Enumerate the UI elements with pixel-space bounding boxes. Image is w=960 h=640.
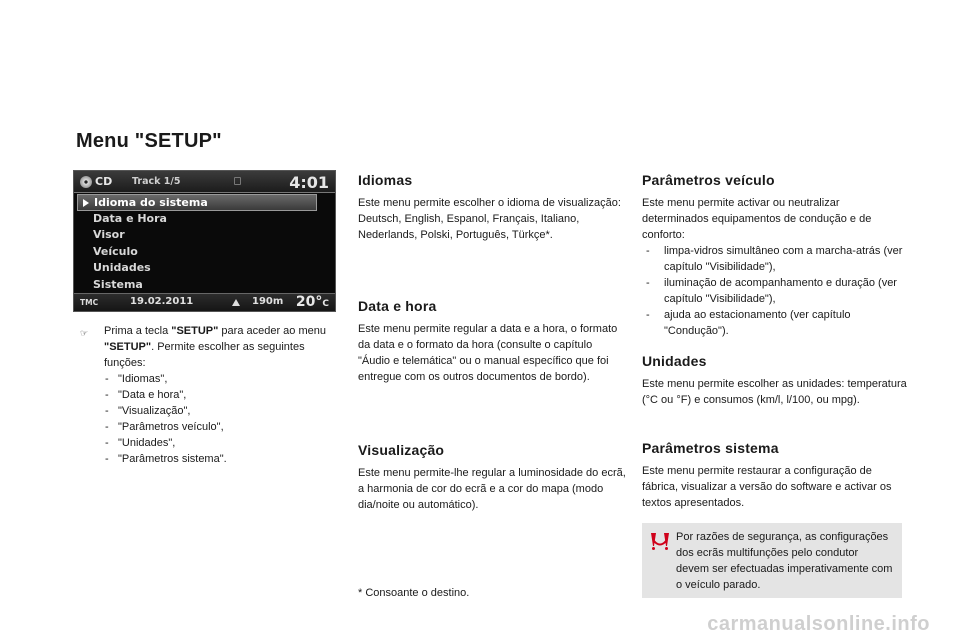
temperature-unit: C <box>322 299 329 309</box>
section-parametros-veiculo <box>642 172 908 339</box>
cd-icon <box>80 176 92 188</box>
screen-clock: 4:01 <box>289 173 329 192</box>
screen-track: Track 1/5 <box>132 176 181 187</box>
setup-intro-text <box>104 323 330 371</box>
screen-info-bar <box>74 293 335 311</box>
section-heading: Unidades <box>642 353 707 369</box>
list-item: - "Unidades", <box>104 435 330 451</box>
screen-source <box>80 175 112 188</box>
screen-menu-list <box>74 194 335 293</box>
list-item: - iluminação de acompanhamento e duração (ver capítulo "Visibilidade"), <box>642 275 908 307</box>
section-heading: Parâmetros veículo <box>642 172 775 188</box>
section-heading: Visualização <box>358 442 445 458</box>
list-item: - "Visualização", <box>104 403 330 419</box>
intro-text: . Permite escolher as seguintes funções: <box>104 341 305 369</box>
section-text: Este menu permite activar ou neutralizar determinados equipamentos de condução e de conforto: <box>642 197 872 241</box>
screen-menu-item-unidades <box>74 260 335 277</box>
screen-menu-item-label: Idioma do sistema <box>94 196 208 209</box>
section-text: Este menu permite-lhe regular a luminosidade do ecrã, a harmonia de cor do ecrã e a cor do mapa (modo dia/noite ou automático). <box>358 467 626 511</box>
list-item: - "Parâmetros veículo", <box>104 419 330 435</box>
warning-icon <box>650 532 670 550</box>
list-item: - ajuda ao estacionamento (ver capítulo "Condução"). <box>642 307 908 339</box>
section-parametros-sistema <box>642 440 908 511</box>
function-list <box>104 371 330 467</box>
screen-menu-item-data-hora <box>74 211 335 228</box>
pointing-hand-icon: ☞ <box>80 328 89 338</box>
screen-menu-item-idioma <box>77 194 317 211</box>
intro-text: para aceder ao menu <box>218 325 326 337</box>
screen-distance: 190m <box>252 296 284 307</box>
screen-menu-item-label: Visor <box>93 228 125 241</box>
screen-status-bar <box>74 171 335 193</box>
setup-instructions <box>80 323 330 467</box>
screen-temperature <box>296 294 329 310</box>
screen-menu-item-label: Sistema <box>93 277 143 291</box>
screen-source-label: CD <box>95 175 113 188</box>
list-item: - limpa-vidros simultâneo com a marcha-atrás (ver capítulo "Visibilidade"), <box>642 243 908 275</box>
section-text: Este menu permite escolher as unidades: temperatura (°C ou °F) e consumos (km/l, l/100, ou mpg). <box>642 378 907 406</box>
screen-menu-item-veiculo <box>74 244 335 261</box>
section-unidades <box>642 353 908 408</box>
screen-menu-item-sistema <box>74 277 335 294</box>
section-heading: Parâmetros sistema <box>642 440 779 456</box>
safety-warning-box <box>642 523 902 598</box>
watermark: carmanualsonline.info <box>707 613 930 635</box>
screen-menu-item-label: Unidades <box>93 261 151 274</box>
list-item: - "Parâmetros sistema". <box>104 451 330 467</box>
section-text: Este menu permite restaurar a configuração de fábrica, visualizar a versão do software e activar os textos apresentados. <box>642 465 892 509</box>
section-text: Este menu permite escolher o idioma de visualização: Deutsch, English, Espanol, Français, Italiano, Nederlands, Polski, Português, Türkçe*. <box>358 197 621 241</box>
setup-key-label: "SETUP" <box>104 341 152 353</box>
footnote: * Consoante o destino. <box>358 587 470 599</box>
setup-screen-image <box>73 170 336 312</box>
navigation-arrow-icon <box>232 299 240 306</box>
section-text: Este menu permite regular a data e a hora, o formato da data e o formato da hora (consulte o capítulo "Áudio e telemática" ou o manual específico que foi entregue com os outros documentos de bordo). <box>358 323 618 383</box>
section-idiomas <box>358 172 626 243</box>
section-heading: Idiomas <box>358 172 413 188</box>
section-data-hora <box>358 298 626 385</box>
page-title: Menu "SETUP" <box>76 130 222 152</box>
setup-key-label: "SETUP" <box>171 325 219 337</box>
section-heading: Data e hora <box>358 298 437 314</box>
screen-menu-item-visor <box>74 227 335 244</box>
intro-text: Prima a tecla <box>104 325 172 337</box>
list-item: - "Idiomas", <box>104 371 330 387</box>
section-visualizacao <box>358 442 626 513</box>
screen-menu-item-label: Veículo <box>93 244 138 258</box>
screen-date: 19.02.2011 <box>130 296 194 307</box>
tmc-label: TMC <box>80 298 99 307</box>
list-item: - "Data e hora", <box>104 387 330 403</box>
lock-icon <box>234 177 241 185</box>
warning-text: Por razões de segurança, as configurações dos ecrãs multifunções pelo condutor devem ser efectuadas imperativamente com o veículo parado. <box>676 531 893 591</box>
selection-arrow-icon <box>83 199 89 207</box>
temperature-value: 20° <box>295 294 323 310</box>
equipment-list <box>642 243 908 339</box>
screen-menu-item-label: Data e Hora <box>93 211 167 225</box>
